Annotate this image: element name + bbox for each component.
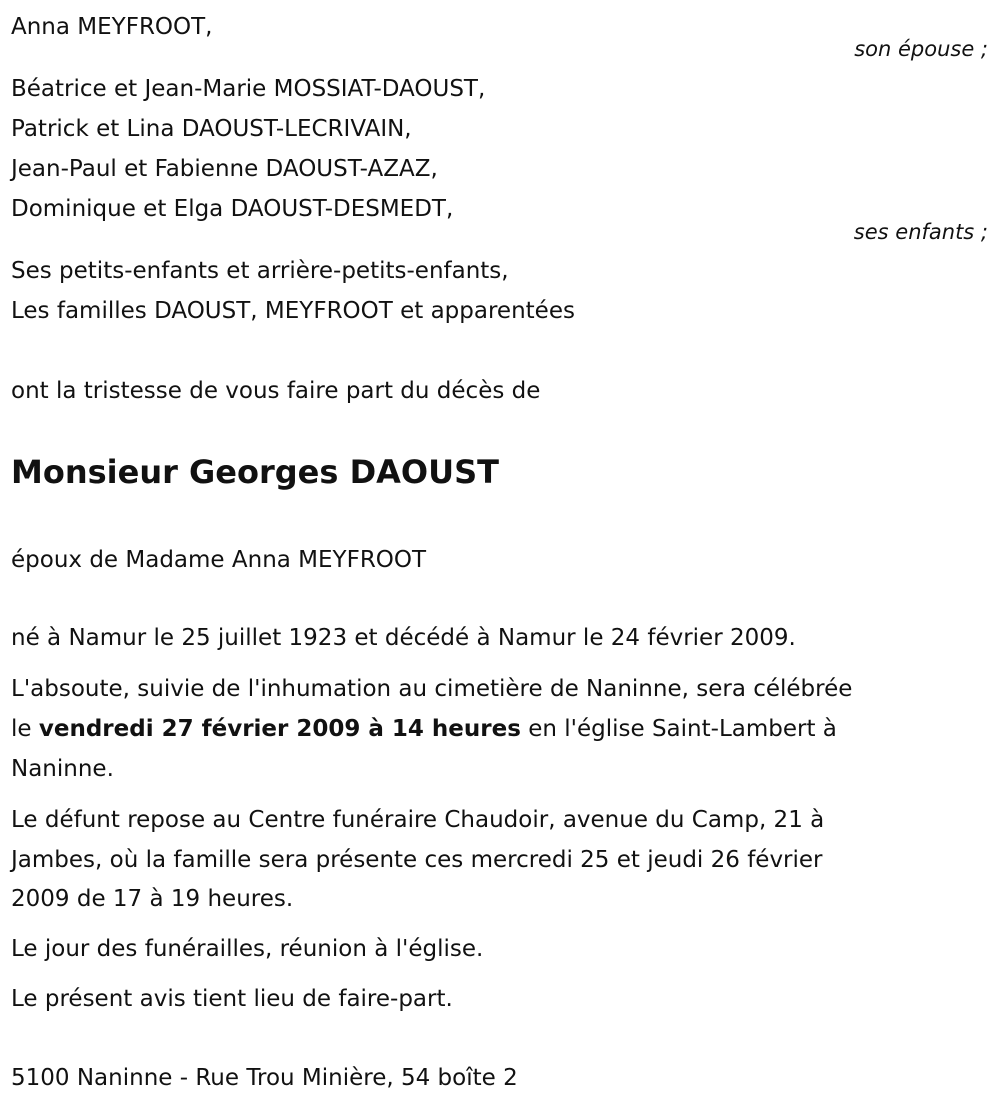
child-line: Dominique et Elga DAOUST-DESMEDT, [11,196,454,222]
child-line: Béatrice et Jean-Marie MOSSIAT-DAOUST, [11,76,486,102]
rest-line: Jambes, où la famille sera présente ces mercredi 25 et jeudi 26 février [11,847,823,873]
children-role: ses enfants ; [853,220,988,244]
ceremony-line: Naninne. [11,756,114,782]
meeting: Le jour des funérailles, réunion à l'église. [11,936,484,962]
child-line: Patrick et Lina DAOUST-LECRIVAIN, [11,116,412,142]
wife-role: son épouse ; [854,37,988,61]
spouse-of: époux de Madame Anna MEYFROOT [11,547,427,573]
notice: Le présent avis tient lieu de faire-part. [11,986,453,1012]
ceremony-post: en l'église Saint-Lambert à [520,716,837,742]
address: 5100 Naninne - Rue Trou Minière, 54 boîte 2 [11,1065,518,1091]
deceased-name: Monsieur Georges DAOUST [11,453,499,491]
wife-name: Anna MEYFROOT, [11,14,213,40]
others-line: Les familles DAOUST, MEYFROOT et apparentées [11,298,575,324]
ceremony-line: L'absoute, suivie de l'inhumation au cimetière de Naninne, sera célébrée [11,676,853,702]
child-line: Jean-Paul et Fabienne DAOUST-AZAZ, [11,156,438,182]
others-line: Ses petits-enfants et arrière-petits-enfants, [11,258,509,284]
birth-death: né à Namur le 25 juillet 1923 et décédé à Namur le 24 février 2009. [11,625,796,651]
ceremony-line [11,709,837,749]
ceremony-pre: le [11,716,39,742]
rest-line: Le défunt repose au Centre funéraire Chaudoir, avenue du Camp, 21 à [11,807,825,833]
announcement: ont la tristesse de vous faire part du décès de [11,378,541,404]
ceremony-date: vendredi 27 février 2009 à 14 heures [38,716,521,742]
rest-line: 2009 de 17 à 19 heures. [11,886,294,912]
